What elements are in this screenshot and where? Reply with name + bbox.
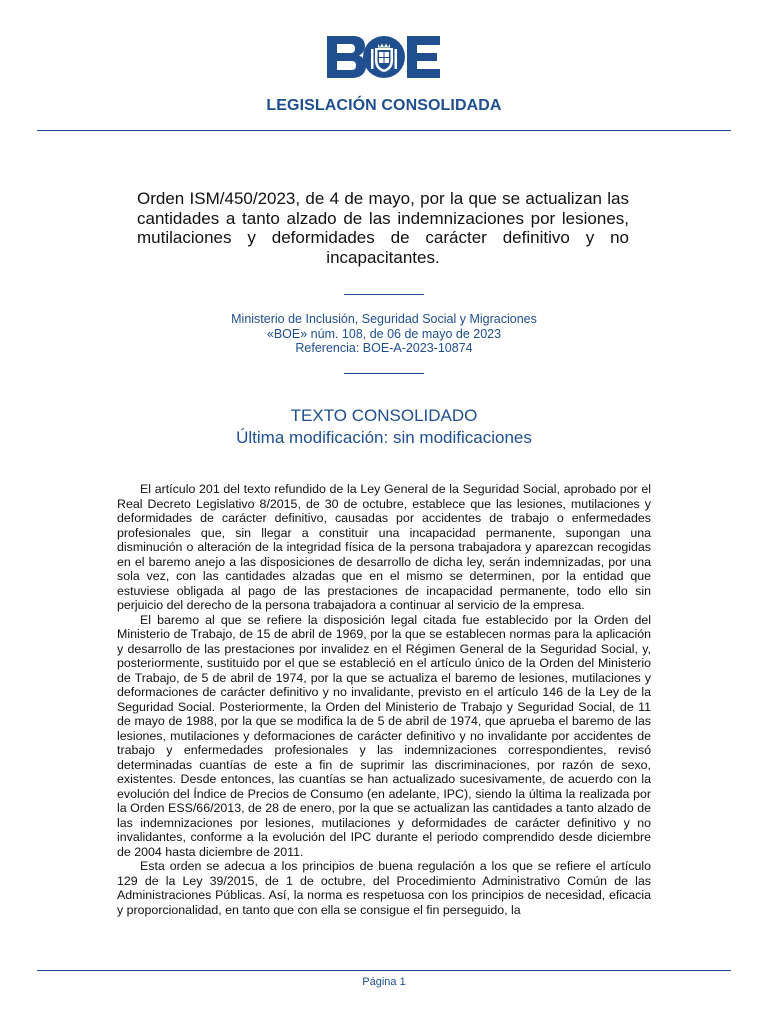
boe-logo-graphic [327,35,440,79]
document-metadata [0,312,768,356]
document-title: Orden ISM/450/2023, de 4 de mayo, por la que se actualizan las cantidades a tanto alzado de las indemnizaciones por lesiones, mutilaciones y deformidades de carácter definitivo y no incapacitantes. [137,189,629,267]
section-header: LEGISLACIÓN CONSOLIDADA [266,97,502,114]
paragraph: Esta orden se adecua a los principios de buena regulación a los que se refiere el artículo 129 de la Ley 39/2015, de 1 de octubre, del Procedimiento Administrativo Común de las Administraciones Públicas. Así, la norma es respetuosa con los principios de necesidad, eficacia y proporcionalidad, en tanto que con ella se consigue el fin perseguido, la [117,859,651,917]
short-divider [344,373,424,374]
body-text [117,482,651,917]
ministry: Ministerio de Inclusión, Seguridad Social y Migraciones [231,312,537,326]
publication-info: «BOE» núm. 108, de 06 de mayo de 2023 [266,326,502,341]
bottom-divider [37,970,731,971]
last-modification: Última modificación: sin modificaciones [236,428,532,447]
short-divider [344,294,424,295]
consolidated-heading-block [0,405,768,449]
page-number: Página 1 [362,976,406,988]
paragraph: El artículo 201 del texto refundido de la Ley General de la Seguridad Social, aprobado por el Real Decreto Legislativo 8/2015, de 30 de octubre, establece que las lesiones, mutilaciones y deformidades de carácter definitivo, causadas por accidentes de trabajo o enfermedades profesionales que, sin llegar a constituir una incapacidad permanente, supongan una disminución o alteración de la integridad física de la persona trabajadora y aparezcan recogidas en el baremo anejo a las disposiciones de desarrollo de dicha ley, serán indemnizadas, por una sola vez, con las cantidades alzadas que en el mismo se determinen, por la entidad que estuviese obligada al pago de las prestaciones de incapacidad permanente, todo ello sin perjuicio del derecho de la persona trabajadora a continuar al servicio de la empresa. [117,482,651,612]
reference: Referencia: BOE-A-2023-10874 [295,341,473,355]
boe-logo [327,35,440,79]
paragraph: El baremo al que se refiere la disposición legal citada fue establecido por la Orden del Ministerio de Trabajo, de 15 de abril de 1969, por la que se establecen normas para la aplicación y desarrollo de las prestaciones por invalidez en el Régimen General de la Seguridad Social, y, posteriormente, sustituido por el que se estableció en el artículo único de la Orden del Ministerio de Trabajo, de 5 de abril de 1974, por la que se actualiza el baremo de lesiones, mutilaciones y deformaciones de carácter definitivo y no invalidante, previsto en el artículo 146 de la Ley de la Seguridad Social. Posteriormente, la Orden del Ministerio de Trabajo y Seguridad Social, de 11 de mayo de 1988, por la que se modifica la de 5 de abril de 1974, que aprueba el baremo de las lesiones, mutilaciones y deformaciones de carácter definitivo y no invalidante por accidentes de trabajo y enfermedades profesionales y las indemnizaciones correspondientes, revisó determinadas cuantías de este a fin de suprimir las discriminaciones, por razón de sexo, existentes. Desde entonces, las cuantías se han actualizado sucesivamente, de acuerdo con la evolución del Índice de Precios de Consumo (en adelante, IPC), siendo la última la realizada por la Orden ESS/66/2013, de 28 de enero, por la que se actualizan las cantidades a tanto alzado de las indemnizaciones por lesiones, mutilaciones y deformidades de carácter definitivo y no invalidantes, conforme a la evolución del IPC durante el periodo comprendido desde diciembre de 2004 hasta diciembre de 2011. [117,612,651,859]
top-divider [37,130,731,131]
consolidated-heading: TEXTO CONSOLIDADO [290,406,478,425]
